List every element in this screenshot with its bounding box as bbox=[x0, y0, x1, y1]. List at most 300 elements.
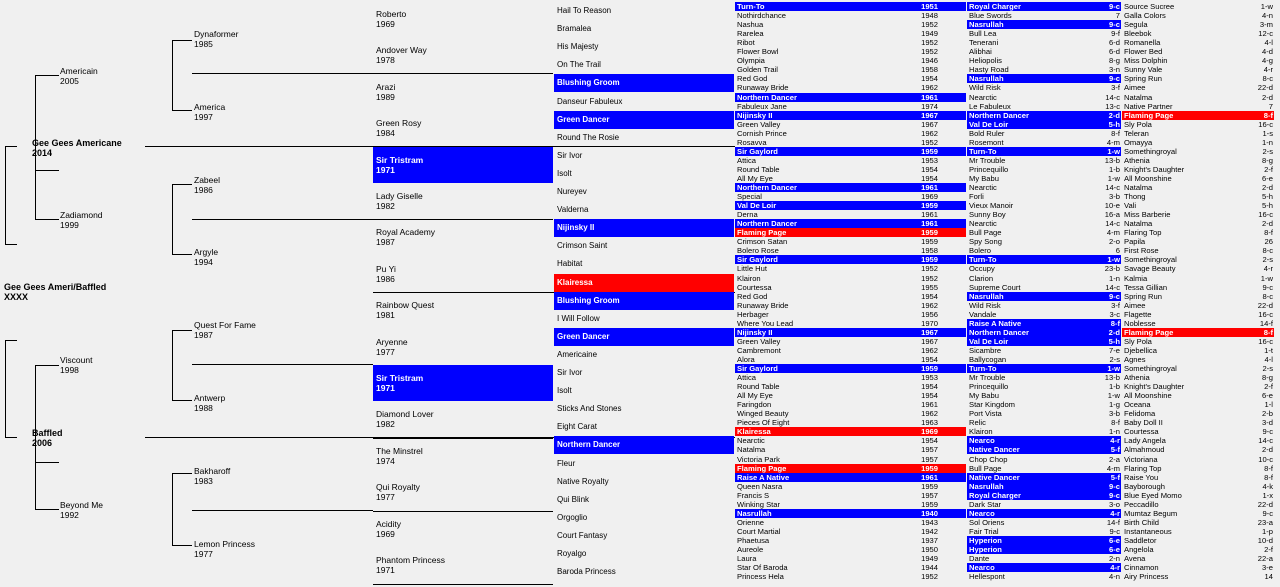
gen6-horse[interactable] bbox=[735, 183, 966, 192]
gen7-horse[interactable] bbox=[967, 11, 1121, 20]
gen8-horse[interactable] bbox=[1122, 174, 1274, 183]
gen8-horse[interactable] bbox=[1122, 518, 1274, 527]
gen7-horse[interactable] bbox=[967, 255, 1121, 264]
gen6-horse[interactable] bbox=[735, 274, 966, 283]
gen8-horse[interactable] bbox=[1122, 274, 1274, 283]
horse-name: Aimee bbox=[1124, 300, 1146, 310]
gen7-horse[interactable] bbox=[967, 292, 1121, 301]
horse-name: Olympia bbox=[737, 56, 765, 66]
family-number: 2-f bbox=[1264, 545, 1273, 554]
gen4-horse[interactable] bbox=[373, 183, 553, 219]
gen8-horse[interactable] bbox=[1122, 554, 1274, 563]
gen6-horse[interactable] bbox=[735, 83, 966, 92]
horse-name: Oceana bbox=[1124, 400, 1151, 410]
gen6-horse[interactable] bbox=[735, 192, 966, 201]
family-number: 2-s bbox=[1262, 364, 1273, 373]
gen6-horse[interactable] bbox=[735, 572, 966, 581]
gen6-horse[interactable] bbox=[735, 120, 966, 129]
gen5-horse[interactable]: I Will Follow bbox=[557, 313, 600, 323]
horse-name: Romanella bbox=[1124, 38, 1161, 48]
gen6-horse[interactable] bbox=[735, 111, 966, 120]
gen4-horse[interactable] bbox=[373, 292, 553, 328]
gen8-horse[interactable] bbox=[1122, 83, 1274, 92]
great-grandparent[interactable] bbox=[194, 393, 225, 413]
gen4-horse[interactable] bbox=[373, 219, 553, 255]
gen7-horse[interactable] bbox=[967, 373, 1121, 382]
gen8-horse[interactable] bbox=[1122, 210, 1274, 219]
gen6-horse[interactable] bbox=[735, 545, 966, 554]
gen8-horse[interactable] bbox=[1122, 65, 1274, 74]
gen6-horse[interactable] bbox=[735, 536, 966, 545]
family-number: 16-c bbox=[1258, 119, 1273, 129]
gen7-horse[interactable] bbox=[967, 319, 1121, 328]
gen6-horse[interactable] bbox=[735, 436, 966, 445]
gen7-horse[interactable] bbox=[967, 518, 1121, 527]
gen8-horse[interactable] bbox=[1122, 455, 1274, 464]
gen6-horse[interactable] bbox=[735, 301, 966, 310]
gen6-horse[interactable] bbox=[735, 237, 966, 246]
gen7-horse[interactable] bbox=[967, 192, 1121, 201]
gen7-horse[interactable] bbox=[967, 219, 1121, 228]
horse-name: Angelola bbox=[1124, 545, 1154, 554]
gen6-horse[interactable] bbox=[735, 20, 966, 29]
gen5-horse[interactable]: Danseur Fabuleux bbox=[557, 96, 623, 106]
gen6-horse[interactable] bbox=[735, 418, 966, 427]
horse-name: Nearctic bbox=[969, 219, 997, 229]
gen5-horse[interactable]: Hail To Reason bbox=[557, 6, 612, 15]
gen8-horse[interactable] bbox=[1122, 445, 1274, 454]
gen8-horse[interactable] bbox=[1122, 283, 1274, 292]
horse-name: Nearco bbox=[969, 436, 995, 446]
horse-name: Mr Trouble bbox=[969, 155, 1006, 165]
connector-line bbox=[35, 509, 59, 510]
gen7-horse[interactable] bbox=[967, 418, 1121, 427]
gen7-horse[interactable] bbox=[967, 509, 1121, 518]
gen8-horse[interactable] bbox=[1122, 292, 1274, 301]
gen8-horse[interactable] bbox=[1122, 491, 1274, 500]
grandparent[interactable] bbox=[60, 500, 103, 520]
gen7-horse[interactable] bbox=[967, 364, 1121, 373]
gen7-horse[interactable] bbox=[967, 264, 1121, 273]
gen5-horse[interactable]: Green Dancer bbox=[554, 111, 734, 129]
gen8-horse[interactable] bbox=[1122, 165, 1274, 174]
gen7-horse[interactable] bbox=[967, 545, 1121, 554]
gen5-horse[interactable]: Green Dancer bbox=[554, 328, 734, 346]
gen8-horse[interactable] bbox=[1122, 400, 1274, 409]
gen8-horse[interactable] bbox=[1122, 382, 1274, 391]
gen7-horse[interactable] bbox=[967, 102, 1121, 111]
gen8-horse[interactable] bbox=[1122, 427, 1274, 436]
gen6-horse[interactable] bbox=[735, 219, 966, 228]
family-number: 23-a bbox=[1257, 517, 1273, 527]
gen5-horse[interactable]: Orgoglio bbox=[557, 512, 588, 522]
gen8-horse[interactable] bbox=[1122, 436, 1274, 445]
gen5-horse[interactable]: Qui Blink bbox=[557, 494, 590, 504]
gen7-horse[interactable] bbox=[967, 355, 1121, 364]
gen6-horse[interactable] bbox=[735, 201, 966, 210]
gen8-horse[interactable] bbox=[1122, 246, 1274, 255]
gen7-horse[interactable] bbox=[967, 74, 1121, 83]
gen7-horse[interactable] bbox=[967, 201, 1121, 210]
dam[interactable] bbox=[32, 428, 63, 448]
family-number: 9-c bbox=[1109, 20, 1120, 30]
gen7-horse[interactable] bbox=[967, 310, 1121, 319]
gen7-horse[interactable] bbox=[967, 165, 1121, 174]
horse-year: 1986 bbox=[376, 273, 395, 284]
gen6-horse[interactable] bbox=[735, 65, 966, 74]
gen7-horse[interactable] bbox=[967, 156, 1121, 165]
gen6-horse[interactable] bbox=[735, 29, 966, 38]
gen5-horse[interactable]: Blushing Groom bbox=[554, 74, 734, 92]
gen8-horse[interactable] bbox=[1122, 563, 1274, 572]
gen8-horse[interactable] bbox=[1122, 391, 1274, 400]
gen5-horse[interactable]: His Majesty bbox=[557, 42, 599, 52]
gen7-horse[interactable] bbox=[967, 38, 1121, 47]
gen6-horse[interactable] bbox=[735, 509, 966, 518]
gen8-horse[interactable] bbox=[1122, 183, 1274, 192]
gen7-horse[interactable] bbox=[967, 482, 1121, 491]
gen6-horse[interactable] bbox=[735, 102, 966, 111]
gen7-horse[interactable] bbox=[967, 2, 1121, 11]
great-grandparent[interactable] bbox=[194, 247, 218, 267]
gen6-horse[interactable] bbox=[735, 129, 966, 138]
gen6-horse[interactable] bbox=[735, 11, 966, 20]
gen8-horse[interactable] bbox=[1122, 38, 1274, 47]
connector-line bbox=[5, 340, 17, 341]
horse-year: 1959 bbox=[921, 463, 938, 473]
horse-name: Sly Pola bbox=[1124, 336, 1152, 346]
gen8-horse[interactable] bbox=[1122, 418, 1274, 427]
gen4-horse[interactable] bbox=[373, 256, 553, 292]
horse-name: Relic bbox=[969, 418, 986, 428]
gen8-horse[interactable] bbox=[1122, 328, 1274, 337]
gen5-horse[interactable]: Bramalea bbox=[557, 24, 592, 34]
gen6-horse[interactable] bbox=[735, 400, 966, 409]
gen5-horse[interactable]: Round The Rosie bbox=[557, 132, 620, 142]
gen8-horse[interactable] bbox=[1122, 536, 1274, 545]
gen8-horse[interactable] bbox=[1122, 482, 1274, 491]
gen5-horse[interactable]: Eight Carat bbox=[557, 422, 598, 432]
gen6-horse[interactable] bbox=[735, 337, 966, 346]
horse-name: Zadiamond bbox=[60, 210, 103, 220]
gen7-horse[interactable] bbox=[967, 274, 1121, 283]
gen6-horse[interactable] bbox=[735, 138, 966, 147]
gen6-horse[interactable] bbox=[735, 355, 966, 364]
gen5-horse[interactable]: Sticks And Stones bbox=[557, 404, 622, 414]
gen8-horse[interactable] bbox=[1122, 102, 1274, 111]
family-number: 2-d bbox=[1108, 327, 1120, 337]
gen4-horse[interactable] bbox=[373, 365, 553, 401]
gen5-horse[interactable]: Nijinsky II bbox=[554, 219, 734, 237]
gen6-horse[interactable] bbox=[735, 292, 966, 301]
gen8-horse[interactable] bbox=[1122, 29, 1274, 38]
horse-name: Bayborough bbox=[1124, 481, 1165, 491]
gen7-horse[interactable] bbox=[967, 237, 1121, 246]
gen6-horse[interactable] bbox=[735, 346, 966, 355]
gen7-horse[interactable] bbox=[967, 183, 1121, 192]
gen7-horse[interactable] bbox=[967, 572, 1121, 581]
gen5-horse[interactable]: Fleur bbox=[557, 458, 576, 468]
gen8-horse[interactable] bbox=[1122, 364, 1274, 373]
gen5-horse[interactable]: Isolt bbox=[557, 386, 572, 396]
gen4-horse[interactable] bbox=[373, 110, 553, 146]
horse-name: Flaming Page bbox=[737, 463, 787, 473]
great-grandparent[interactable] bbox=[194, 102, 225, 122]
family-number: 8-f bbox=[1110, 318, 1120, 328]
gen6-horse[interactable] bbox=[735, 409, 966, 418]
gen6-horse[interactable] bbox=[735, 391, 966, 400]
grandparent[interactable] bbox=[60, 66, 98, 86]
gen6-horse[interactable] bbox=[735, 482, 966, 491]
gen6-horse[interactable] bbox=[735, 554, 966, 563]
gen7-horse[interactable] bbox=[967, 464, 1121, 473]
gen7-horse[interactable] bbox=[967, 283, 1121, 292]
gen6-horse[interactable] bbox=[735, 445, 966, 454]
connector-line bbox=[172, 40, 192, 41]
gen7-horse[interactable] bbox=[967, 382, 1121, 391]
gen8-horse[interactable] bbox=[1122, 228, 1274, 237]
gen7-horse[interactable] bbox=[967, 111, 1121, 120]
gen7-horse[interactable] bbox=[967, 554, 1121, 563]
grandparent[interactable] bbox=[60, 355, 92, 375]
gen6-horse[interactable] bbox=[735, 56, 966, 65]
grandparent[interactable] bbox=[60, 210, 103, 230]
gen7-horse[interactable] bbox=[967, 20, 1121, 29]
horse-year: 1954 bbox=[921, 354, 938, 364]
gen8-horse[interactable] bbox=[1122, 93, 1274, 102]
gen5-horse[interactable]: Royalgo bbox=[557, 549, 587, 558]
gen6-horse[interactable] bbox=[735, 246, 966, 255]
gen8-horse[interactable] bbox=[1122, 473, 1274, 482]
gen4-horse[interactable] bbox=[373, 511, 553, 547]
gen5-horse[interactable]: Isolt bbox=[557, 168, 572, 178]
gen8-horse[interactable] bbox=[1122, 337, 1274, 346]
gen8-horse[interactable] bbox=[1122, 56, 1274, 65]
gen8-horse[interactable] bbox=[1122, 264, 1274, 273]
gen8-horse[interactable] bbox=[1122, 47, 1274, 56]
gen4-horse[interactable] bbox=[373, 74, 553, 110]
gen5-horse[interactable]: Valderna bbox=[557, 205, 589, 215]
gen6-horse[interactable] bbox=[735, 310, 966, 319]
gen8-horse[interactable] bbox=[1122, 545, 1274, 554]
gen8-horse[interactable] bbox=[1122, 409, 1274, 418]
gen8-horse[interactable] bbox=[1122, 509, 1274, 518]
gen8-horse[interactable] bbox=[1122, 255, 1274, 264]
gen6-horse[interactable] bbox=[735, 174, 966, 183]
gen8-horse[interactable] bbox=[1122, 464, 1274, 473]
gen6-horse[interactable] bbox=[735, 373, 966, 382]
sire[interactable] bbox=[32, 138, 122, 158]
great-grandparent[interactable] bbox=[194, 320, 256, 340]
horse-year: 1969 bbox=[921, 427, 938, 437]
gen4-horse[interactable] bbox=[373, 547, 553, 583]
gen8-horse[interactable] bbox=[1122, 310, 1274, 319]
horse-name: My Babu bbox=[969, 173, 999, 183]
horse-name: Winged Beauty bbox=[737, 409, 789, 419]
gen6-horse[interactable] bbox=[735, 264, 966, 273]
gen7-horse[interactable] bbox=[967, 391, 1121, 400]
gen6-horse[interactable] bbox=[735, 74, 966, 83]
gen5-horse[interactable]: Court Fantasy bbox=[557, 530, 608, 540]
family-number: 14 bbox=[1264, 572, 1273, 582]
gen7-horse[interactable] bbox=[967, 301, 1121, 310]
gen8-horse[interactable] bbox=[1122, 355, 1274, 364]
gen7-horse[interactable] bbox=[967, 491, 1121, 500]
family-number: 3-b bbox=[1109, 192, 1120, 202]
gen6-horse[interactable] bbox=[735, 228, 966, 237]
great-grandparent[interactable] bbox=[194, 29, 238, 49]
gen7-horse[interactable] bbox=[967, 174, 1121, 183]
gen7-horse[interactable] bbox=[967, 129, 1121, 138]
gen5-horse[interactable]: On The Trail bbox=[557, 60, 601, 70]
gen4-horse[interactable] bbox=[373, 438, 553, 474]
connector-line bbox=[5, 340, 6, 438]
gen8-horse[interactable] bbox=[1122, 11, 1274, 20]
gen5-horse[interactable]: Habitat bbox=[557, 259, 583, 269]
gen6-horse[interactable] bbox=[735, 527, 966, 536]
gen4-horse[interactable] bbox=[373, 37, 553, 73]
horse-year: 1977 bbox=[376, 346, 395, 357]
gen6-horse[interactable] bbox=[735, 47, 966, 56]
gen4-horse[interactable] bbox=[373, 1, 553, 37]
gen6-horse[interactable] bbox=[735, 210, 966, 219]
gen8-horse[interactable] bbox=[1122, 346, 1274, 355]
gen7-horse[interactable] bbox=[967, 455, 1121, 464]
horse-year: 1952 bbox=[921, 264, 938, 274]
gen5-horse[interactable]: Baroda Princess bbox=[557, 567, 616, 577]
gen7-horse[interactable] bbox=[967, 228, 1121, 237]
gen8-horse[interactable] bbox=[1122, 373, 1274, 382]
gen7-horse[interactable] bbox=[967, 120, 1121, 129]
gen8-horse[interactable] bbox=[1122, 237, 1274, 246]
horse-name: Blue Swords bbox=[969, 11, 1012, 21]
gen6-horse[interactable] bbox=[735, 382, 966, 391]
horse-name: Fabuleux Jane bbox=[737, 101, 787, 111]
gen7-horse[interactable] bbox=[967, 563, 1121, 572]
great-grandparent[interactable] bbox=[194, 539, 255, 559]
gen5-horse[interactable]: Northern Dancer bbox=[554, 436, 734, 454]
gen6-horse[interactable] bbox=[735, 364, 966, 373]
gen7-horse[interactable] bbox=[967, 337, 1121, 346]
subject-horse[interactable] bbox=[4, 282, 106, 302]
gen5-horse[interactable]: Sir Ivor bbox=[557, 368, 583, 377]
gen7-horse[interactable] bbox=[967, 138, 1121, 147]
gen5-horse[interactable]: Nureyev bbox=[557, 187, 587, 196]
family-number: 2-d bbox=[1108, 110, 1120, 120]
gen7-horse[interactable] bbox=[967, 436, 1121, 445]
gen7-horse[interactable] bbox=[967, 29, 1121, 38]
gen7-horse[interactable] bbox=[967, 427, 1121, 436]
gen8-horse[interactable] bbox=[1122, 572, 1274, 581]
gen7-horse[interactable] bbox=[967, 473, 1121, 482]
gen8-horse[interactable] bbox=[1122, 301, 1274, 310]
gen6-horse[interactable] bbox=[735, 464, 966, 473]
gen5-horse[interactable]: Sir Ivor bbox=[557, 150, 583, 160]
gen8-horse[interactable] bbox=[1122, 147, 1274, 156]
gen6-horse[interactable] bbox=[735, 255, 966, 264]
gen6-horse[interactable] bbox=[735, 319, 966, 328]
horse-year: 1961 bbox=[921, 400, 938, 410]
gen6-horse[interactable] bbox=[735, 93, 966, 102]
gen4-horse[interactable] bbox=[373, 401, 553, 437]
gen5-horse[interactable]: Blushing Groom bbox=[554, 292, 734, 310]
gen7-horse[interactable] bbox=[967, 400, 1121, 409]
gen7-horse[interactable] bbox=[967, 445, 1121, 454]
family-number: 14-c bbox=[1105, 219, 1120, 229]
great-grandparent[interactable] bbox=[194, 175, 220, 195]
gen7-horse[interactable] bbox=[967, 246, 1121, 255]
gen8-horse[interactable] bbox=[1122, 111, 1274, 120]
gen8-horse[interactable] bbox=[1122, 74, 1274, 83]
family-number: 8-f bbox=[1264, 463, 1273, 473]
gen6-horse[interactable] bbox=[735, 328, 966, 337]
gen6-horse[interactable] bbox=[735, 165, 966, 174]
gen6-horse[interactable] bbox=[735, 563, 966, 572]
gen8-horse[interactable] bbox=[1122, 2, 1274, 11]
gen8-horse[interactable] bbox=[1122, 500, 1274, 509]
gen6-horse[interactable] bbox=[735, 2, 966, 11]
horse-name: Sunny Boy bbox=[969, 210, 1006, 220]
gen7-horse[interactable] bbox=[967, 147, 1121, 156]
gen6-horse[interactable] bbox=[735, 491, 966, 500]
gen7-horse[interactable] bbox=[967, 65, 1121, 74]
gen7-horse[interactable] bbox=[967, 83, 1121, 92]
gen5-horse[interactable]: Native Royalty bbox=[557, 476, 609, 486]
horse-year: 1962 bbox=[921, 345, 938, 355]
gen7-horse[interactable] bbox=[967, 346, 1121, 355]
gen6-horse[interactable] bbox=[735, 156, 966, 165]
gen6-horse[interactable] bbox=[735, 473, 966, 482]
gen5-horse[interactable]: Crimson Saint bbox=[557, 241, 608, 251]
horse-year: 1969 bbox=[376, 528, 395, 539]
gen7-horse[interactable] bbox=[967, 328, 1121, 337]
gen8-horse[interactable] bbox=[1122, 219, 1274, 228]
gen8-horse[interactable] bbox=[1122, 20, 1274, 29]
gen6-horse[interactable] bbox=[735, 147, 966, 156]
gen8-horse[interactable] bbox=[1122, 156, 1274, 165]
gen7-horse[interactable] bbox=[967, 210, 1121, 219]
gen7-horse[interactable] bbox=[967, 56, 1121, 65]
gen4-horse[interactable] bbox=[373, 474, 553, 510]
family-number: 6-e bbox=[1109, 535, 1120, 545]
gen6-horse[interactable] bbox=[735, 500, 966, 509]
gen5-horse[interactable]: Klairessa bbox=[554, 274, 734, 292]
gen8-horse[interactable] bbox=[1122, 192, 1274, 201]
gen6-horse[interactable] bbox=[735, 283, 966, 292]
gen6-horse[interactable] bbox=[735, 427, 966, 436]
gen4-horse[interactable] bbox=[373, 147, 553, 183]
gen8-horse[interactable] bbox=[1122, 129, 1274, 138]
gen4-horse[interactable] bbox=[373, 329, 553, 365]
gen7-horse[interactable] bbox=[967, 500, 1121, 509]
gen7-horse[interactable] bbox=[967, 47, 1121, 56]
gen5-horse[interactable]: Americaine bbox=[557, 349, 598, 359]
gen6-horse[interactable] bbox=[735, 518, 966, 527]
gen7-horse[interactable] bbox=[967, 93, 1121, 102]
gen6-horse[interactable] bbox=[735, 455, 966, 464]
gen8-horse[interactable] bbox=[1122, 201, 1274, 210]
great-grandparent[interactable] bbox=[194, 466, 230, 486]
gen8-horse[interactable] bbox=[1122, 319, 1274, 328]
gen8-horse[interactable] bbox=[1122, 120, 1274, 129]
gen8-horse[interactable] bbox=[1122, 527, 1274, 536]
gen7-horse[interactable] bbox=[967, 536, 1121, 545]
gen7-horse[interactable] bbox=[967, 527, 1121, 536]
gen6-horse[interactable] bbox=[735, 38, 966, 47]
horse-year: 1955 bbox=[921, 282, 938, 292]
gen7-horse[interactable] bbox=[967, 409, 1121, 418]
gen8-horse[interactable] bbox=[1122, 138, 1274, 147]
